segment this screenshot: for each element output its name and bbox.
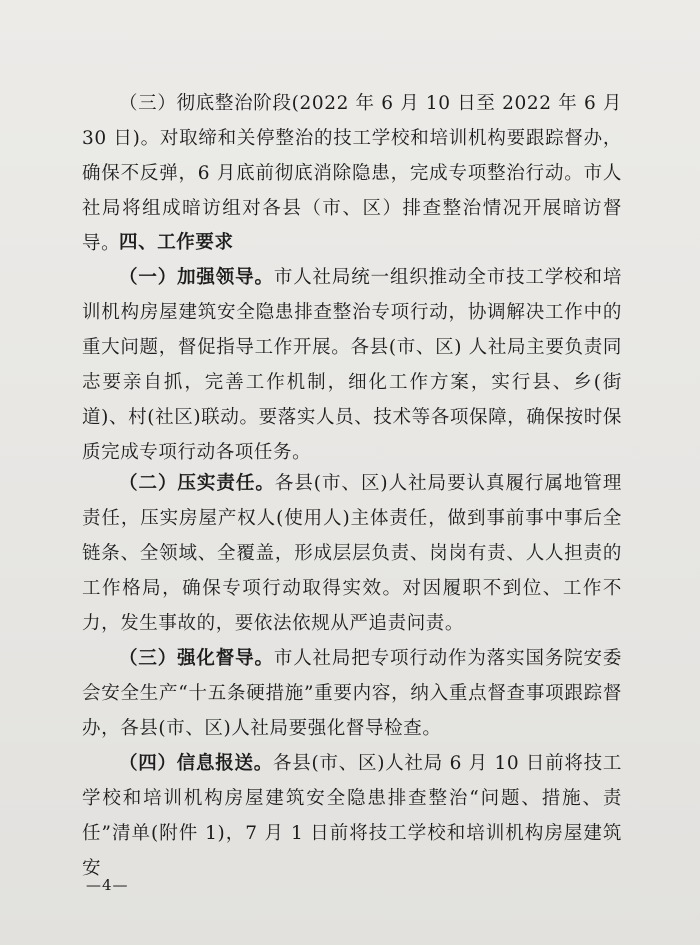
paragraph-information-reporting xyxy=(82,746,622,886)
paragraph-strengthen-leadership xyxy=(82,260,622,470)
paragraph-consolidate-responsibility xyxy=(82,466,622,641)
page-number: —4— xyxy=(86,876,129,894)
section-heading-text: 四、工作要求 xyxy=(119,232,234,253)
paragraph-lead: （四）信息报送。 xyxy=(119,753,274,774)
paragraph-text: 市人社局把专项行动作为落实国务院安委会安全生产“十五条硬措施”重要内容，纳入重点督查事项跟踪督办，各县(市、区)人社局要强化督导检查。 xyxy=(82,648,622,739)
paragraph-text: （三）彻底整治阶段(2022 年 6 月 10 日至 2022 年 6 月 30 日)。对取缔和关停整治的技工学校和培训机构要跟踪督办，确保不反弹，6 月底前彻底消除隐患，完成专项整治行动。市人社局将组成暗访组对各县（市、区）排查整治情况开展暗访督导。 xyxy=(82,93,622,254)
paragraph-lead: （三）强化督导。 xyxy=(119,648,274,669)
section-heading-work-requirements xyxy=(82,225,622,260)
paragraph-text: 各县(市、区)人社局要认真履行属地管理责任，压实房屋产权人(使用人)主体责任，做到事前事中事后全链条、全领域、全覆盖，形成层层负责、岗岗有责、人人担责的工作格局，确保专项行动取得实效。对因履职不到位、工作不力，发生事故的，要依法依规从严追责问责。 xyxy=(82,473,622,634)
paragraph-text: 市人社局统一组织推动全市技工学校和培训机构房屋建筑安全隐患排查整治专项行动，协调解决工作中的重大问题，督促指导工作开展。各县(市、区) 人社局主要负责同志要亲自抓，完善工作机制，细化工作方案，实行县、乡(街道)、村(社区)联动。要落实人员、技术等各项保障，确保按时保质完成专项行动各项任务。 xyxy=(82,267,622,463)
paragraph-text: 各县(市、区)人社局 6 月 10 日前将技工学校和培训机构房屋建筑安全隐患排查整治“问题、措施、责任”清单(附件 1)，7 月 1 日前将技工学校和培训机构房屋建筑安 xyxy=(82,753,622,879)
paragraph-lead: （二）压实责任。 xyxy=(119,473,275,494)
paragraph-strengthen-supervision xyxy=(82,641,622,746)
paragraph-lead: （一）加强领导。 xyxy=(119,267,274,288)
